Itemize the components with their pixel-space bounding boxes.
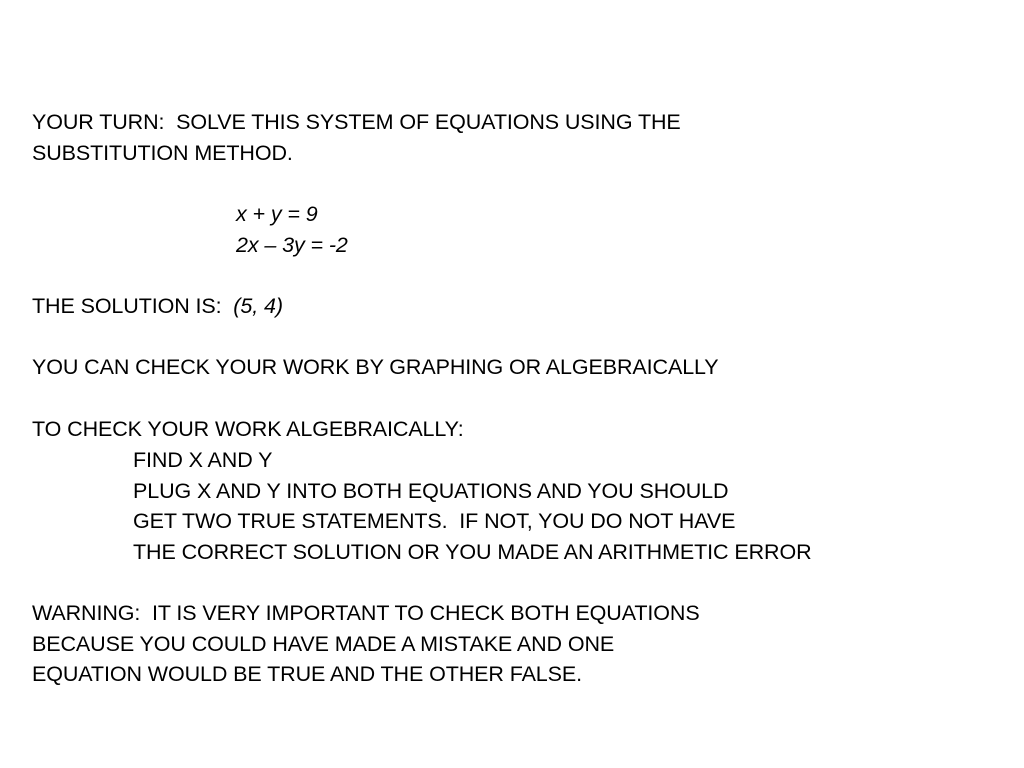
algebraic-check-step: PLUG X AND Y INTO BOTH EQUATIONS AND YOU SHOULD bbox=[133, 479, 729, 503]
check-note: YOU CAN CHECK YOUR WORK BY GRAPHING OR ALGEBRAICALLY bbox=[32, 355, 719, 379]
warning-line: BECAUSE YOU COULD HAVE MADE A MISTAKE AND ONE bbox=[32, 632, 615, 656]
warning-line: WARNING: IT IS VERY IMPORTANT TO CHECK BOTH EQUATIONS bbox=[32, 601, 700, 625]
algebraic-check-step: FIND X AND Y bbox=[133, 448, 273, 472]
solution-value: (5, 4) bbox=[233, 294, 283, 318]
intro-line-1: YOUR TURN: SOLVE THIS SYSTEM OF EQUATIONS USING THE bbox=[32, 110, 681, 134]
algebraic-check-step: THE CORRECT SOLUTION OR YOU MADE AN ARITHMETIC ERROR bbox=[133, 540, 812, 564]
equation-1: x + y = 9 bbox=[236, 202, 318, 226]
warning-line: EQUATION WOULD BE TRUE AND THE OTHER FALSE. bbox=[32, 662, 583, 686]
solution-line bbox=[32, 294, 283, 318]
equation-2: 2x – 3y = -2 bbox=[236, 233, 348, 257]
algebraic-check-step: GET TWO TRUE STATEMENTS. IF NOT, YOU DO NOT HAVE bbox=[133, 509, 736, 533]
intro-line-2: SUBSTITUTION METHOD. bbox=[32, 141, 293, 165]
solution-label: THE SOLUTION IS: bbox=[32, 294, 222, 318]
algebraic-check-heading: TO CHECK YOUR WORK ALGEBRAICALLY: bbox=[32, 417, 464, 441]
